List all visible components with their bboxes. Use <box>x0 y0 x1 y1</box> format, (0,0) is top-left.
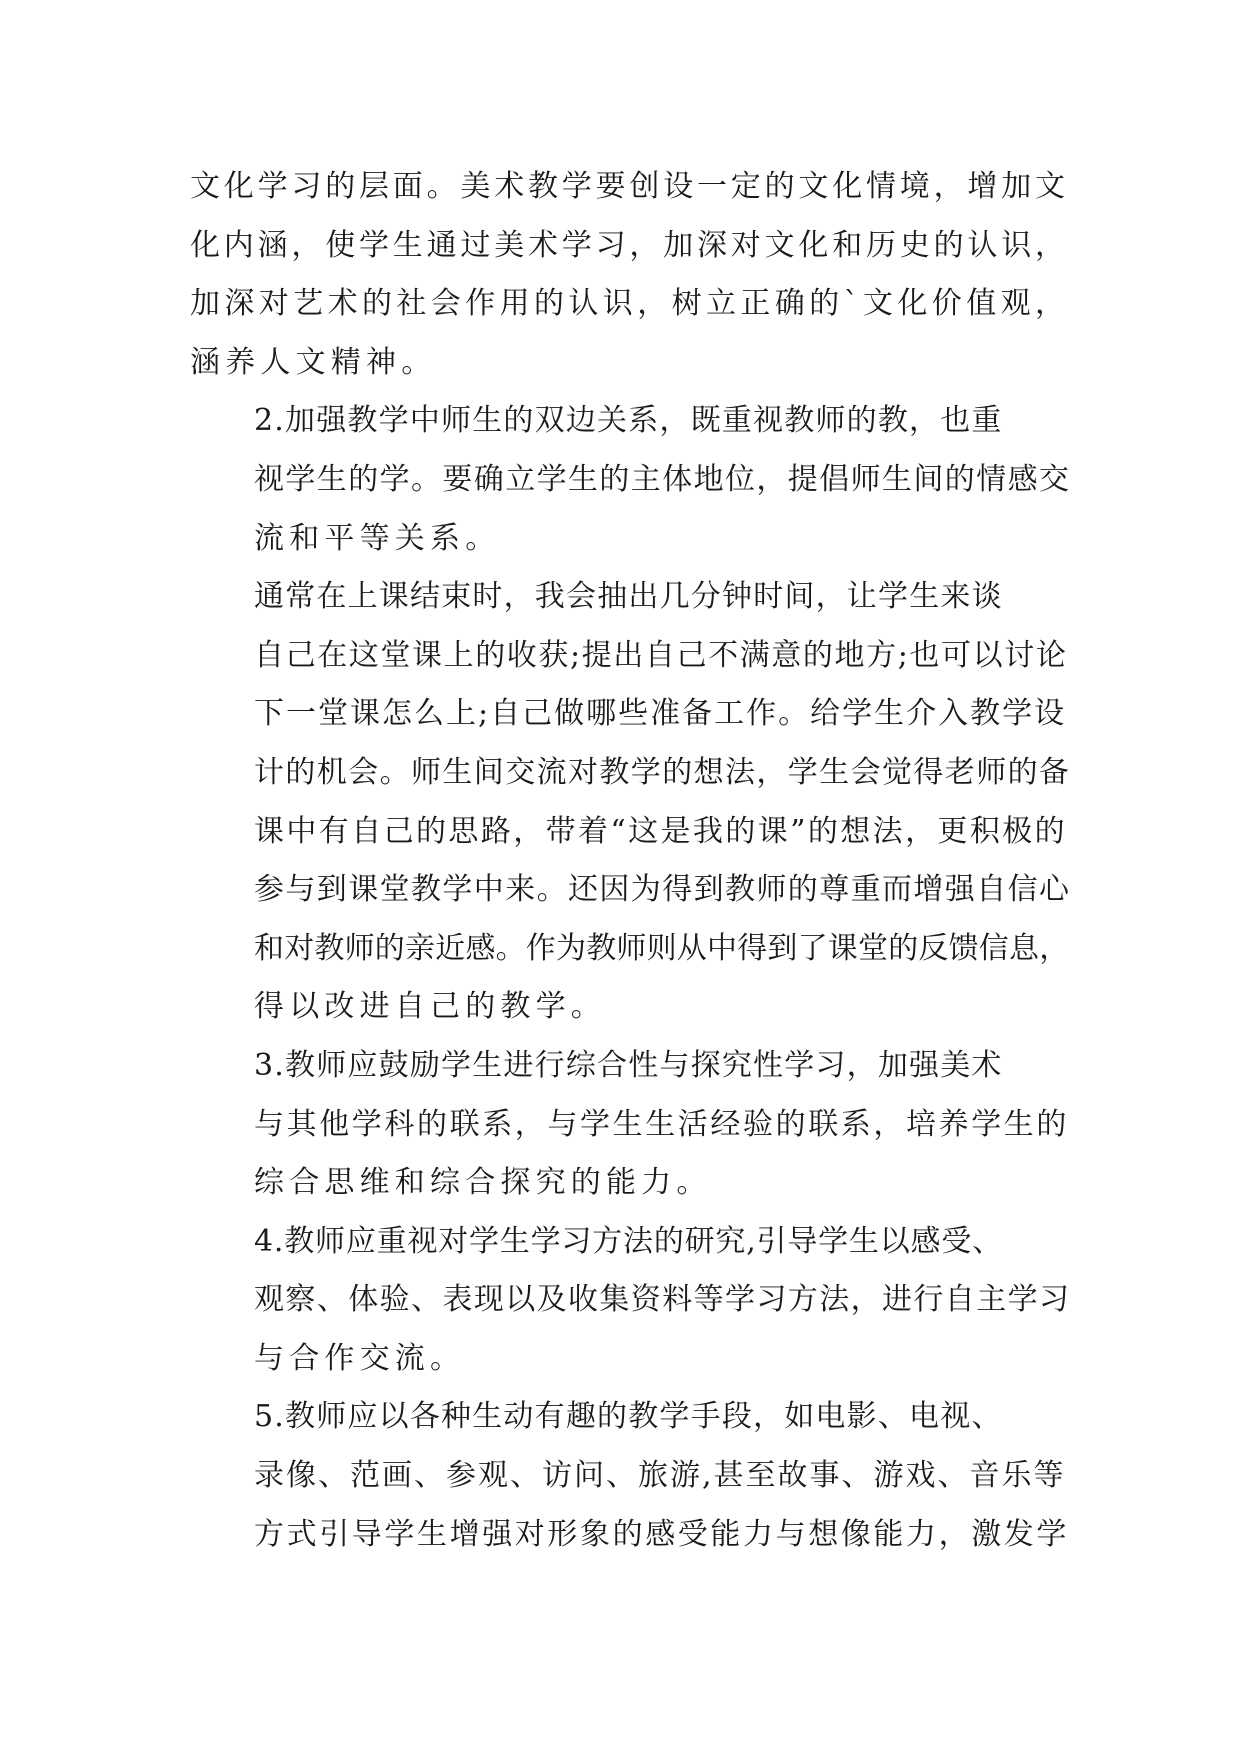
text-line: 课中有自己的思路，带着“这是我的课”的想法，更积极的 <box>254 813 1068 849</box>
paragraph-culture <box>190 158 1070 392</box>
text-line: 自己在这堂课上的收获;提出自己不满意的地方;也可以讨论 <box>254 637 1068 673</box>
text-line: 观察、体验、表现以及收集资料等学习方法，进行自主学习 <box>254 1282 1071 1318</box>
text-line: 文化学习的层面。美术教学要创设一定的文化情境，增加文 <box>190 169 1069 204</box>
text-line: 视学生的学。要确立学生的主体地位，提倡师生间的情感交 <box>254 461 1071 497</box>
text-line: 4.教师应重视对学生学习方法的研究,引导学生以感受、 <box>254 1223 1003 1259</box>
text-line: 方式引导学生增强对形象的感受能力与想像能力，激发学 <box>254 1516 1069 1552</box>
text-line: 涵养人文精神。 <box>190 344 437 380</box>
text-line: 下一堂课怎么上;自己做哪些准备工作。给学生介入教学设 <box>254 696 1067 732</box>
paragraph-item-2 <box>190 392 1070 568</box>
text-line: 与其他学科的联系，与学生生活经验的联系，培养学生的 <box>254 1106 1069 1142</box>
text-line: 计的机会。师生间交流对教学的想法，学生会觉得老师的备 <box>254 754 1071 790</box>
paragraph-item-5 <box>190 1388 1070 1564</box>
text-line: 5.教师应以各种生动有趣的教学手段，如电影、电视、 <box>254 1399 1003 1435</box>
document-body <box>190 158 1070 1564</box>
text-line: 综合思维和综合探究的能力。 <box>254 1165 712 1201</box>
paragraph-class-feedback <box>190 568 1070 1037</box>
text-line: 参与到课堂教学中来。还因为得到教师的尊重而增强自信心 <box>254 872 1071 908</box>
text-line: 通常在上课结束时，我会抽出几分钟时间，让学生来谈 <box>254 579 1003 615</box>
text-line: 得以改进自己的教学。 <box>254 989 606 1025</box>
text-line: 加深对艺术的社会作用的认识，树立正确的`文化价值观， <box>190 286 1070 322</box>
text-line: 流和平等关系。 <box>254 520 501 556</box>
text-line: 录像、范画、参观、访问、旅游,甚至故事、游戏、音乐等 <box>254 1458 1066 1494</box>
paragraph-item-3 <box>190 1037 1070 1213</box>
text-line: 和对教师的亲近感。作为教师则从中得到了课堂的反馈信息， <box>254 930 1070 966</box>
text-line: 3.教师应鼓励学生进行综合性与探究性学习，加强美术 <box>254 1047 1003 1083</box>
text-line: 与合作交流。 <box>254 1340 466 1376</box>
text-line: 2.加强教学中师生的双边关系，既重视教师的教，也重 <box>254 403 1003 439</box>
paragraph-item-4 <box>190 1213 1070 1389</box>
text-line: 化内涵，使学生通过美术学习，加深对文化和历史的认识， <box>190 227 1069 263</box>
